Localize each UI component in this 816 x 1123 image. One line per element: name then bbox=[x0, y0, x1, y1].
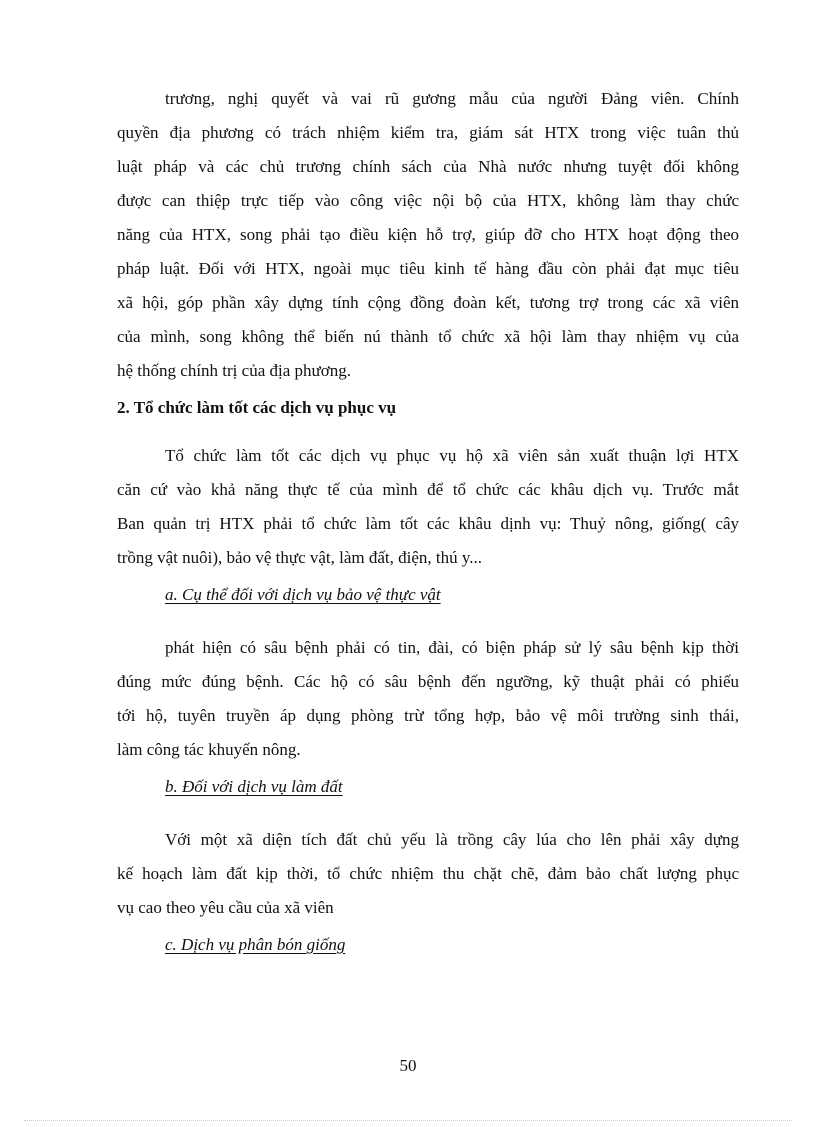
page-body bbox=[117, 82, 739, 981]
paragraph bbox=[117, 439, 739, 575]
text-line: trương, nghị quyết và vai rũ gương mẫu của người Đảng viên. Chính bbox=[165, 89, 739, 108]
paragraph bbox=[117, 82, 739, 388]
text-line: Tổ chức làm tốt các dịch vụ phục vụ hộ xã viên sản xuất thuận lợi HTX bbox=[165, 446, 739, 465]
text-line: đúng mức đúng bệnh. Các hộ có sâu bệnh đến ngưỡng, kỹ thuật phải có phiếu bbox=[117, 672, 739, 691]
text-line: vụ cao theo yêu cầu của xã viên bbox=[117, 898, 334, 917]
text-line: hệ thống chính trị của địa phương. bbox=[117, 361, 351, 380]
text-line: phát hiện có sâu bệnh phải có tin, đài, có biện pháp sử lý sâu bệnh kịp thời bbox=[165, 638, 739, 657]
text-line: năng của HTX, song phải tạo điều kiện hỗ trợ, giúp đỡ cho HTX hoạt động theo bbox=[117, 225, 739, 244]
text-line: luật pháp và các chủ trương chính sách của Nhà nước nhưng tuyệt đối không bbox=[117, 157, 739, 176]
text-line: Ban quản trị HTX phải tổ chức làm tốt các khâu dịnh vụ: Thuỷ nông, giống( cây bbox=[117, 514, 739, 533]
subheading-text: b. Đối với dịch vụ làm đất bbox=[165, 777, 343, 796]
text-line: kế hoạch làm đất kịp thời, tổ chức nhiệm thu chặt chẽ, đảm bảo chất lượng phục bbox=[117, 864, 739, 883]
text-line: trồng vật nuôi), bảo vệ thực vật, làm đất, điện, thú y... bbox=[117, 548, 483, 567]
text-line: xã hội, góp phần xây dựng tính cộng đồng đoàn kết, tương trợ trong các xã viên bbox=[117, 293, 739, 312]
section-heading: 2. Tổ chức làm tốt các dịch vụ phục vụ bbox=[117, 398, 397, 417]
subheading-text: a. Cụ thể đối với dịch vụ bảo vệ thực vật bbox=[165, 585, 441, 604]
subheading-c bbox=[117, 931, 739, 959]
text-line: tới hộ, tuyên truyền áp dụng phòng trừ tổng hợp, bảo vệ môi trường sinh thái, bbox=[117, 706, 739, 725]
text-line: pháp luật. Đối với HTX, ngoài mục tiêu kinh tế hàng đầu còn phải đạt mục tiêu bbox=[117, 259, 739, 278]
text-line: được can thiệp trực tiếp vào công việc nội bộ của HTX, không làm thay chức bbox=[117, 191, 739, 210]
subheading-b bbox=[117, 773, 739, 801]
text-line: làm công tác khuyến nông. bbox=[117, 740, 301, 759]
page-number: 50 bbox=[399, 1056, 417, 1075]
text-line: Với một xã diện tích đất chủ yếu là trồng cây lúa cho lên phải xây dựng bbox=[165, 830, 739, 849]
text-line: căn cứ vào khả năng thực tế của mình để tổ chức các khâu dịch vụ. Trước mắt bbox=[117, 480, 739, 499]
paragraph bbox=[117, 823, 739, 925]
subheading-text: c. Dịch vụ phân bón giống bbox=[165, 935, 346, 954]
subheading-a bbox=[117, 581, 739, 609]
text-line: quyền địa phương có trách nhiệm kiểm tra, giám sát HTX trong việc tuân thủ bbox=[117, 123, 739, 142]
text-line: của mình, song không thể biến nú thành tổ chức xã hội làm thay nhiệm vụ của bbox=[117, 327, 739, 346]
paragraph bbox=[117, 631, 739, 767]
footer-divider bbox=[24, 1120, 792, 1121]
